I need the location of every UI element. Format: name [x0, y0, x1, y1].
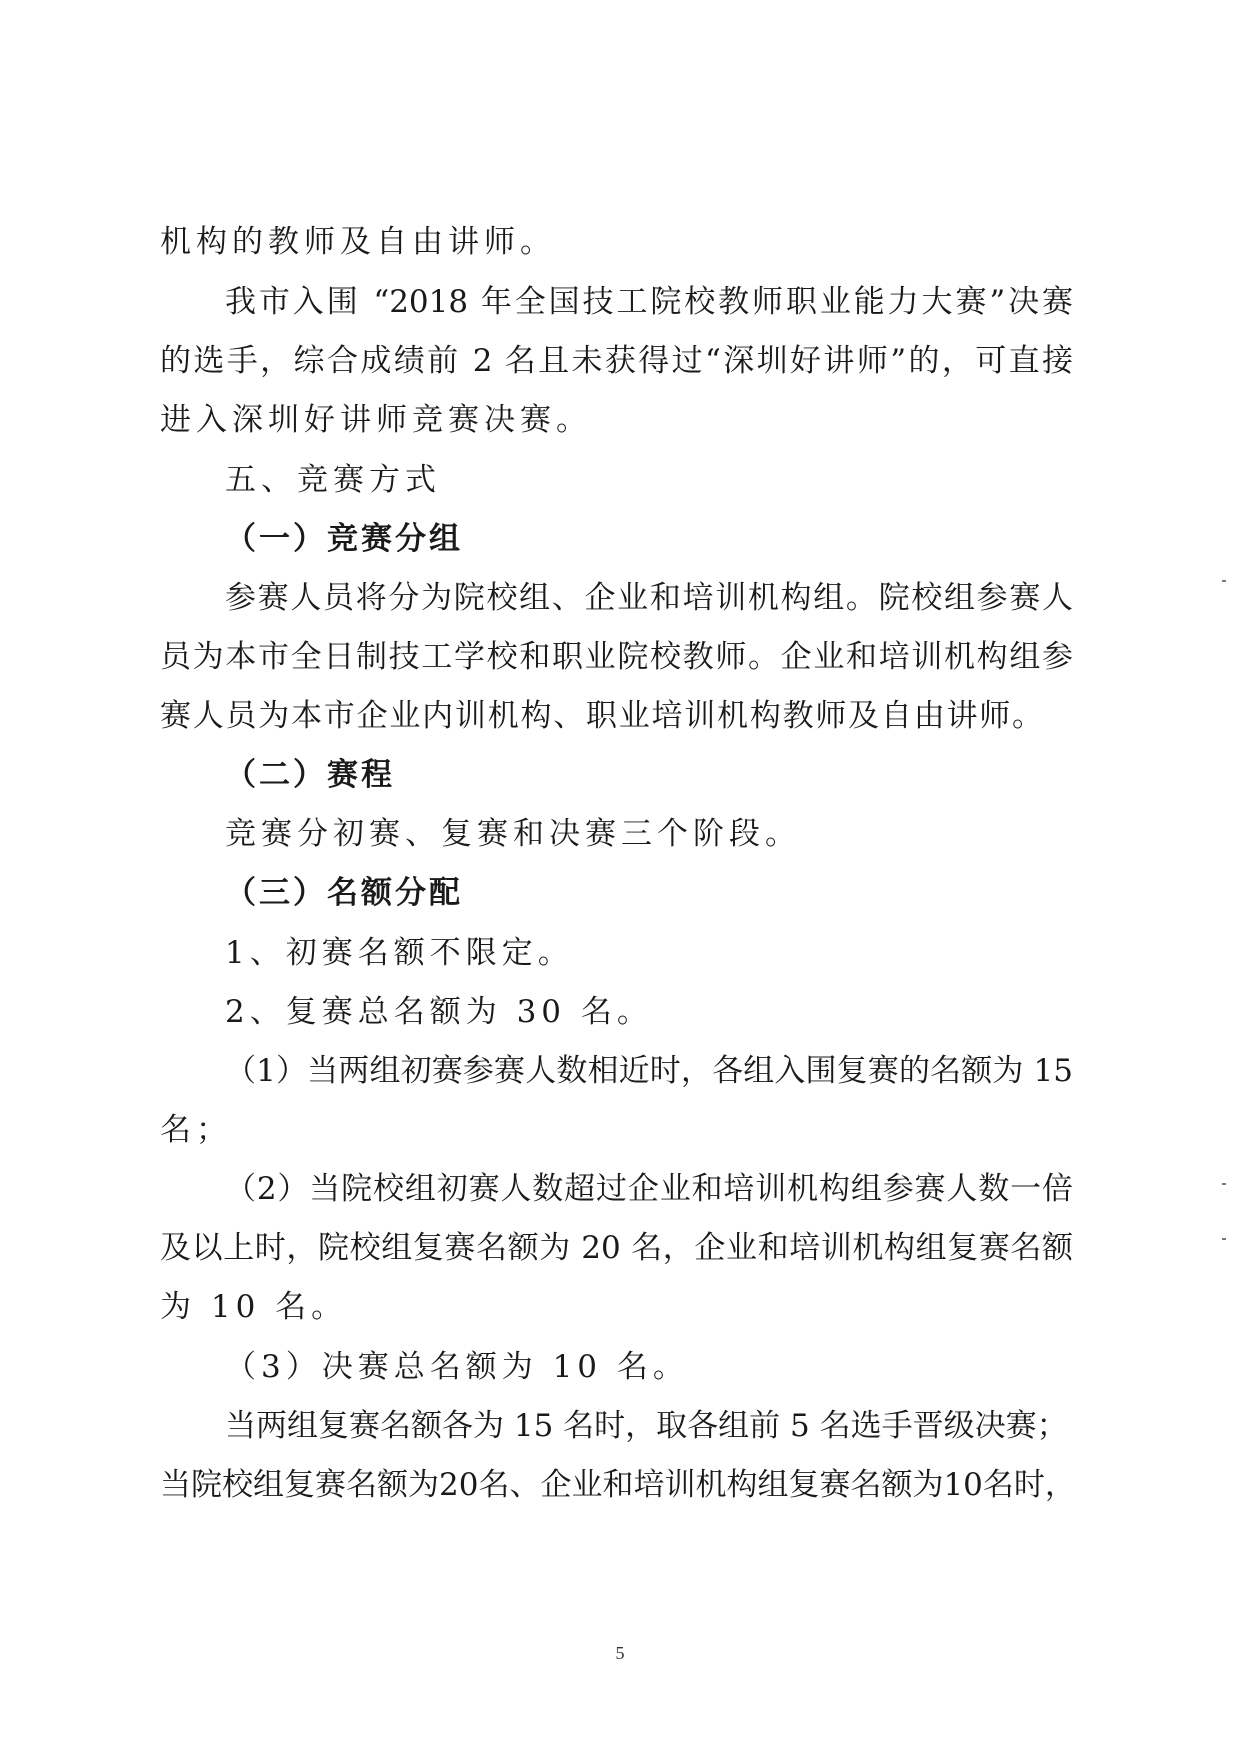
paragraph-line: 的选手，综合成绩前 2 名且未获得过“深圳好讲师”的，可直接 [160, 343, 1073, 379]
paragraph-line: （2）当院校组初赛人数超过企业和培训机构组参赛人数一倍 [225, 1171, 1073, 1207]
subsection-heading: （二）赛程 [225, 757, 395, 793]
paragraph-line: 参赛人员将分为院校组、企业和培训机构组。院校组参赛人 [225, 580, 1073, 616]
paragraph-line: 我市入围 “2018 年全国技工院校教师职业能力大赛”决赛 [225, 284, 1073, 320]
section-heading: 五、竞赛方式 [225, 462, 441, 498]
page-number: 5 [615, 1643, 625, 1663]
paragraph-line: 员为本市全日制技工学校和职业院校教师。企业和培训机构组参 [160, 639, 1073, 675]
paragraph-line: 当院校组复赛名额为20名、企业和培训机构组复赛名额为10名时， [160, 1467, 1076, 1503]
paragraph-line: （1）当两组初赛参赛人数相近时，各组入围复赛的名额为 15 [225, 1053, 1073, 1089]
scan-artifact [1222, 1183, 1226, 1185]
paragraph-line: 1、初赛名额不限定。 [225, 935, 574, 971]
paragraph-line: 赛人员为本市企业内训机构、职业培训机构教师及自由讲师。 [160, 698, 1043, 734]
paragraph-line: 机构的教师及自由讲师。 [160, 224, 556, 260]
paragraph-line: 竞赛分初赛、复赛和决赛三个阶段。 [225, 816, 801, 852]
paragraph-line: 进入深圳好讲师竞赛决赛。 [160, 402, 592, 438]
paragraph-line: 2、复赛总名额为 30 名。 [225, 994, 653, 1030]
paragraph-line: 当两组复赛名额各为 15 名时，取各组前 5 名选手晋级决赛； [225, 1408, 1068, 1444]
subsection-heading: （三）名额分配 [225, 875, 463, 911]
scan-artifact [1222, 580, 1226, 582]
paragraph-line: 名； [160, 1112, 232, 1148]
paragraph-line: （3）决赛总名额为 10 名。 [225, 1349, 689, 1385]
paragraph-line: 为 10 名。 [160, 1289, 348, 1325]
subsection-heading: （一）竞赛分组 [225, 521, 463, 557]
scan-artifact [1222, 1238, 1226, 1240]
paragraph-line: 及以上时，院校组复赛名额为 20 名，企业和培训机构组复赛名额 [160, 1230, 1073, 1266]
